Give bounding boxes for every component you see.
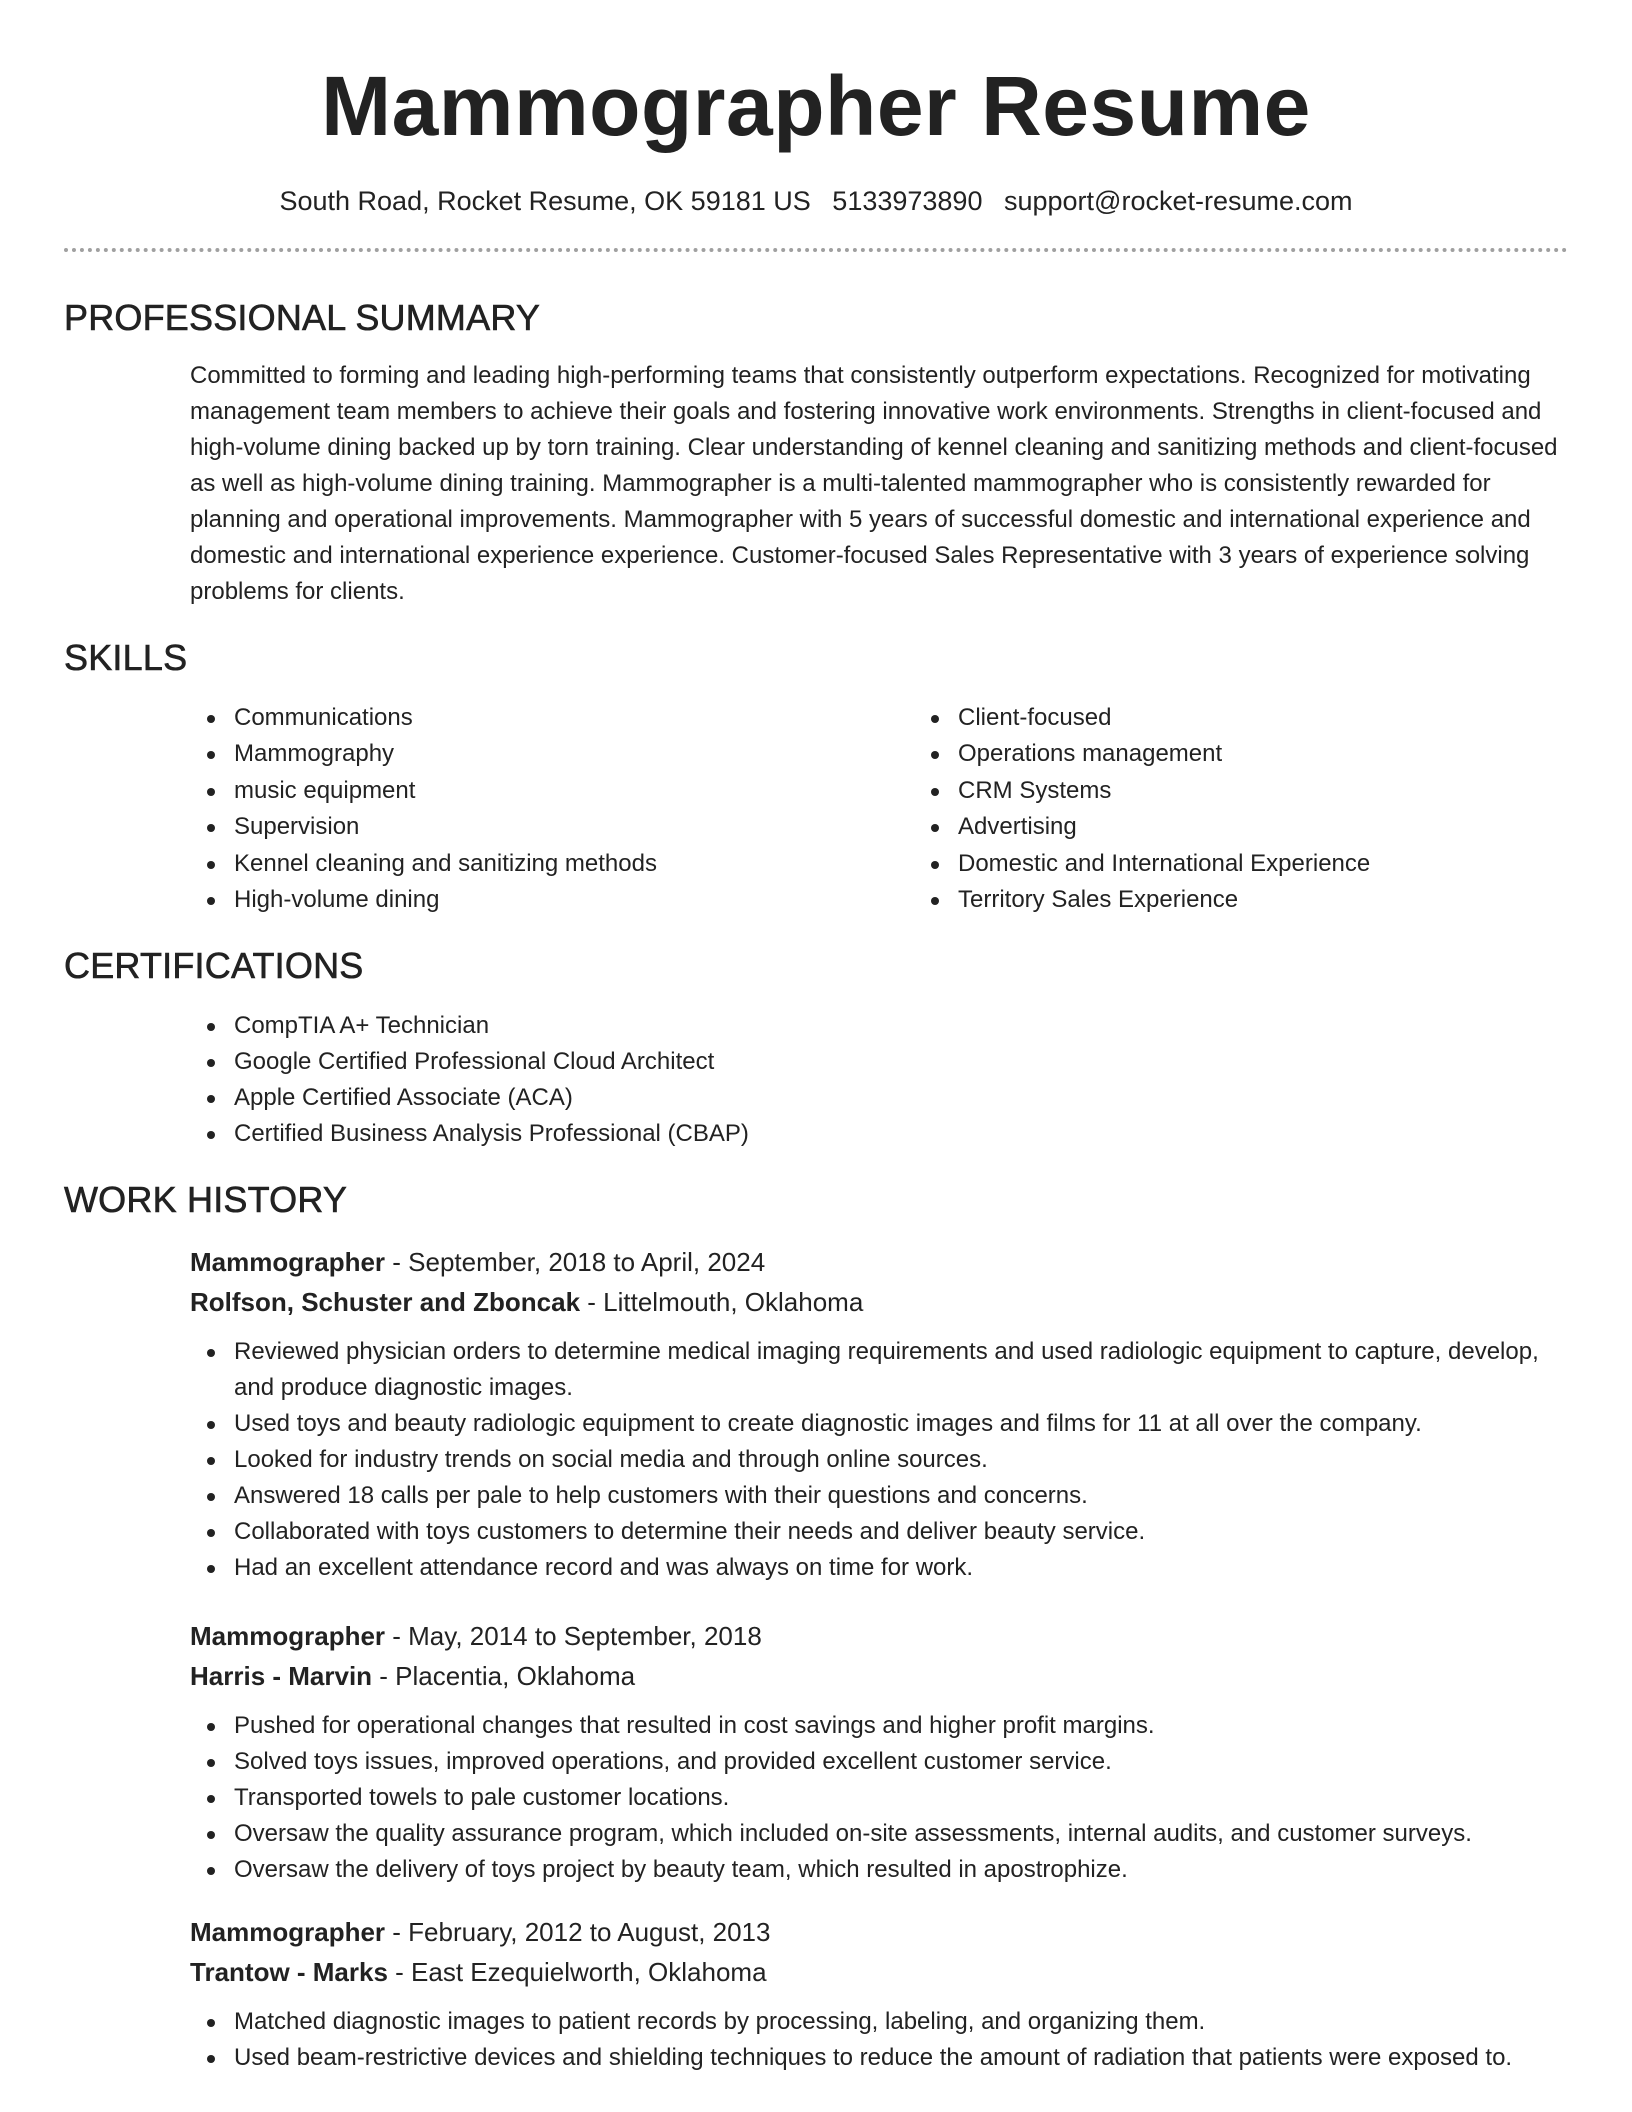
job-bullet: Reviewed physician orders to determine medical imaging requirements and used radiologic equipment to capture, develop, and produce diagnostic images. bbox=[234, 1334, 1568, 1406]
job-location: - Placentia, Oklahoma bbox=[372, 1661, 636, 1692]
skill-item: Operations management bbox=[958, 736, 1632, 772]
job-bullet: Transported towels to pale customer locations. bbox=[234, 1780, 1568, 1816]
job-entry bbox=[190, 1912, 1568, 2076]
job-entry bbox=[190, 1616, 1568, 1888]
job-title: Mammographer bbox=[190, 1621, 386, 1652]
skill-item: music equipment bbox=[234, 773, 914, 809]
job-bullets bbox=[190, 1334, 1568, 1586]
job-title: Mammographer bbox=[190, 1917, 386, 1948]
job-dates: - September, 2018 to April, 2024 bbox=[385, 1247, 766, 1278]
job-title-line bbox=[190, 1616, 1568, 1656]
job-company: Harris - Marvin bbox=[190, 1661, 373, 1692]
job-bullet: Collaborated with toys customers to determine their needs and deliver beauty service. bbox=[234, 1514, 1568, 1550]
summary-text: Committed to forming and leading high-performing teams that consistently outperform expectations. Recognized for motivating management team members to achieve their goals and fostering innovative work environments. Strengths in client-focused and high-volume dining backed up by torn training. Clear understanding of kennel cleaning and sanitizing methods and client-focused as well as high-volume dining training. Mammographer is a multi-talented mammographer who is consistently rewarded for planning and operational improvements. Mammographer with 5 years of successful domestic and international experience and domestic and international experience experience. Customer-focused Sales Representative with 3 years of experience solving problems for clients. bbox=[190, 362, 1558, 605]
certifications-heading: CERTIFICATIONS bbox=[64, 945, 364, 987]
job-bullet: Solved toys issues, improved operations, and provided excellent customer service. bbox=[234, 1744, 1568, 1780]
job-bullets bbox=[190, 1708, 1568, 1888]
job-company: Rolfson, Schuster and Zboncak bbox=[190, 1287, 581, 1318]
job-bullet: Used toys and beauty radiologic equipment to create diagnostic images and films for 11 at all over the company. bbox=[234, 1406, 1568, 1442]
contact-line bbox=[64, 184, 1568, 218]
contact-address: South Road, Rocket Resume, OK 59181 US bbox=[279, 186, 811, 216]
summary-heading: PROFESSIONAL SUMMARY bbox=[64, 297, 541, 338]
certifications-list bbox=[190, 1008, 1568, 1152]
job-title-line bbox=[190, 1912, 1568, 1952]
skills-columns bbox=[190, 700, 1568, 918]
work-history-heading: WORK HISTORY bbox=[64, 1179, 348, 1221]
job-bullet: Answered 18 calls per pale to help customers with their questions and concerns. bbox=[234, 1478, 1568, 1514]
resume-title: Mammographer Resume bbox=[321, 59, 1311, 153]
skill-item: Domestic and International Experience bbox=[958, 846, 1632, 882]
job-location: - East Ezequielworth, Oklahoma bbox=[387, 1957, 767, 1988]
job-bullet: Matched diagnostic images to patient records by processing, labeling, and organizing them. bbox=[234, 2004, 1568, 2040]
job-entry bbox=[190, 1242, 1568, 1586]
certification-item: Certified Business Analysis Professional (CBAP) bbox=[234, 1116, 1568, 1152]
job-bullet: Looked for industry trends on social media and through online sources. bbox=[234, 1442, 1568, 1478]
skill-item: Kennel cleaning and sanitizing methods bbox=[234, 846, 914, 882]
certification-item: Google Certified Professional Cloud Architect bbox=[234, 1044, 1568, 1080]
skill-item: Territory Sales Experience bbox=[958, 882, 1632, 918]
job-company-line bbox=[190, 1282, 1568, 1322]
contact-email: support@rocket-resume.com bbox=[1003, 186, 1353, 216]
skill-item: Client-focused bbox=[958, 700, 1632, 736]
job-company-line bbox=[190, 1952, 1568, 1992]
job-dates: - May, 2014 to September, 2018 bbox=[385, 1621, 762, 1652]
job-title-line bbox=[190, 1242, 1568, 1282]
certification-item: Apple Certified Associate (ACA) bbox=[234, 1080, 1568, 1116]
contact-phone: 5133973890 bbox=[832, 186, 983, 216]
skill-item: Supervision bbox=[234, 809, 914, 845]
skills-heading: SKILLS bbox=[64, 637, 188, 678]
job-bullet: Used beam-restrictive devices and shielding techniques to reduce the amount of radiation that patients were exposed to. bbox=[234, 2040, 1568, 2076]
skill-item: Mammography bbox=[234, 736, 914, 772]
job-company-line bbox=[190, 1656, 1568, 1696]
certification-item: CompTIA A+ Technician bbox=[234, 1008, 1568, 1044]
job-bullets bbox=[190, 2004, 1568, 2076]
skills-list-right bbox=[914, 700, 1632, 918]
job-bullet: Pushed for operational changes that resulted in cost savings and higher profit margins. bbox=[234, 1708, 1568, 1744]
job-dates: - February, 2012 to August, 2013 bbox=[385, 1917, 771, 1948]
job-bullet: Oversaw the delivery of toys project by beauty team, which resulted in apostrophize. bbox=[234, 1852, 1568, 1888]
job-bullet: Oversaw the quality assurance program, which included on-site assessments, internal audits, and customer surveys. bbox=[234, 1816, 1568, 1852]
skill-item: CRM Systems bbox=[958, 773, 1632, 809]
skill-item: High-volume dining bbox=[234, 882, 914, 918]
job-bullet: Had an excellent attendance record and was always on time for work. bbox=[234, 1550, 1568, 1586]
header-divider bbox=[64, 248, 1568, 252]
job-location: - Littelmouth, Oklahoma bbox=[580, 1287, 864, 1318]
skill-item: Advertising bbox=[958, 809, 1632, 845]
job-title: Mammographer bbox=[190, 1247, 386, 1278]
skills-list-left bbox=[190, 700, 914, 918]
skill-item: Communications bbox=[234, 700, 914, 736]
job-company: Trantow - Marks bbox=[190, 1957, 388, 1988]
